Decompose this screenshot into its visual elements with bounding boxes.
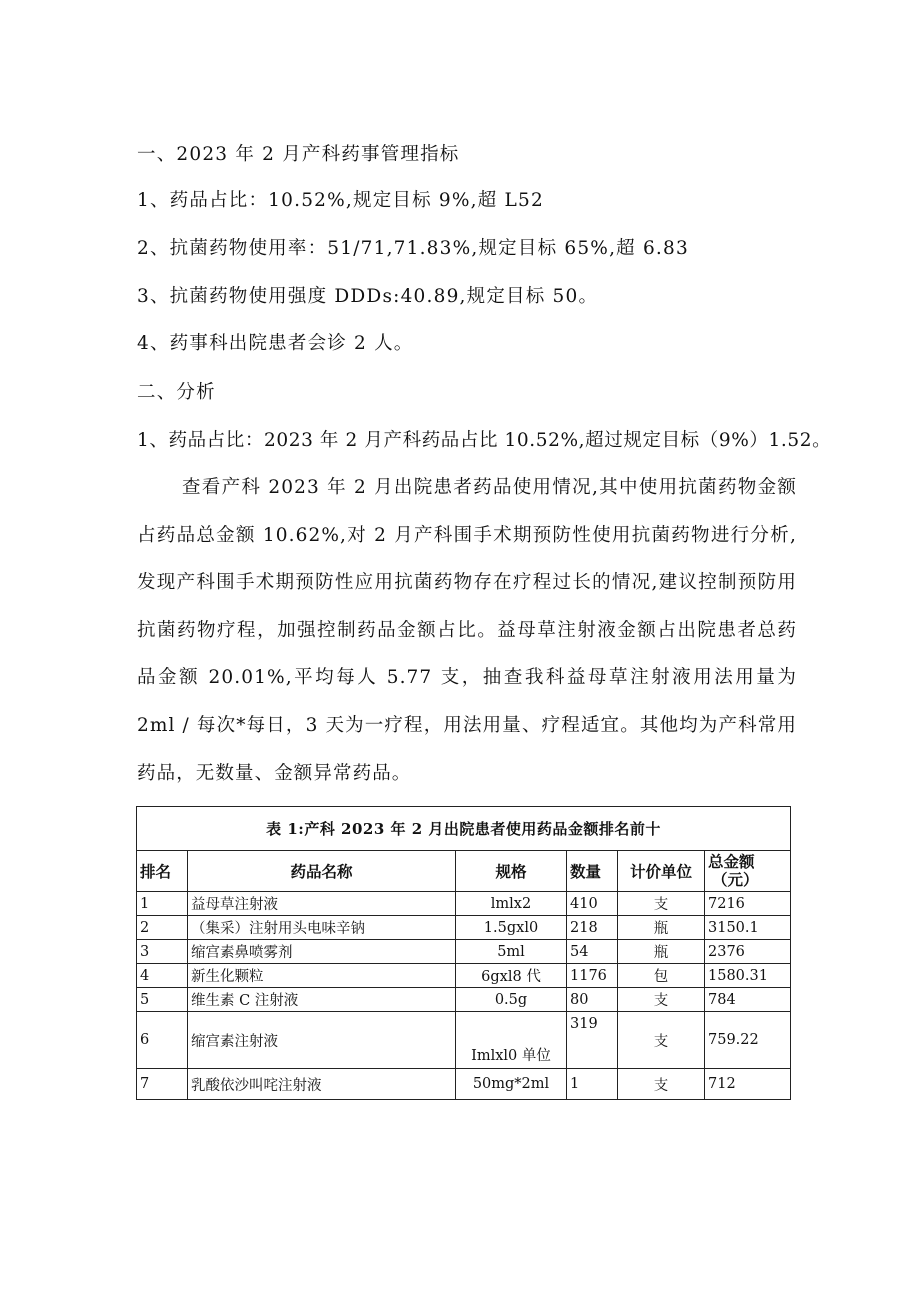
cell-qty: 319: [567, 1012, 618, 1069]
header-qty: 数量: [567, 851, 618, 892]
cell-name: 乳酸依沙叫咤注射液: [188, 1069, 456, 1100]
indicator-drug-ratio: 1、药品占比：10.52%,规定目标 9%,超 L52: [137, 190, 544, 211]
header-unit: 计价单位: [618, 851, 705, 892]
cell-spec: 0.5g: [456, 988, 567, 1012]
header-spec: 规格: [456, 851, 567, 892]
cell-unit: 瓶: [618, 940, 705, 964]
cell-qty: 410: [567, 892, 618, 916]
analysis-item-1: 1、药品占比：2023 年 2 月产科药品占比 10.52%,超过规定目标（9%）1.52。: [137, 430, 832, 451]
header-rank: 排名: [137, 851, 188, 892]
cell-unit: 支: [618, 1012, 705, 1069]
cell-rank: 3: [137, 940, 188, 964]
cell-spec: 6gxl8 代: [456, 964, 567, 988]
table-header-row: [137, 851, 791, 892]
table-row: [137, 916, 791, 940]
cell-amount: 759.22: [705, 1012, 791, 1069]
cell-amount: 2376: [705, 940, 791, 964]
cell-amount: 1580.31: [705, 964, 791, 988]
header-amount-line1: 总金额: [708, 852, 755, 871]
cell-spec: lmlx2: [456, 892, 567, 916]
cell-name: 新生化颗粒: [188, 964, 456, 988]
cell-unit: 包: [618, 964, 705, 988]
cell-amount: 712: [705, 1069, 791, 1100]
cell-name: 缩宫素鼻喷雾剂: [188, 940, 456, 964]
cell-name: （集采）注射用头电味辛钠: [188, 916, 456, 940]
header-name: 药品名称: [188, 851, 456, 892]
indicator-antibiotic-intensity: 3、抗菌药物使用强度 DDDs:40.89,规定目标 50。: [137, 286, 599, 307]
cell-rank: 1: [137, 892, 188, 916]
cell-rank: 2: [137, 916, 188, 940]
section2-heading: 二、分析: [137, 382, 216, 403]
cell-unit: 支: [618, 892, 705, 916]
section1-heading: 一、2023 年 2 月产科药事管理指标: [137, 144, 460, 165]
table-row: [137, 940, 791, 964]
cell-unit: 支: [618, 1069, 705, 1100]
table-row: [137, 1012, 791, 1069]
cell-rank: 6: [137, 1012, 188, 1069]
cell-qty: 80: [567, 988, 618, 1012]
cell-rank: 5: [137, 988, 188, 1012]
cell-spec: Imlxl0 单位: [456, 1012, 567, 1069]
cell-name: 缩宫素注射液: [188, 1012, 456, 1069]
indicator-consultations: 4、药事科出院患者会诊 2 人。: [137, 333, 414, 354]
indicator-antibiotic-usage-rate: 2、抗菌药物使用率：51/71,71.83%,规定目标 65%,超 6.83: [137, 238, 689, 259]
cell-qty: 1176: [567, 964, 618, 988]
analysis-paragraph: 查看产科 2023 年 2 月出院患者药品使用情况,其中使用抗菌药物金额占药品总金额 10.62%,对 2 月产科围手术期预防性使用抗菌药物进行分析,发现产科围手术期预防性应用抗菌药物存在疗程过长的情况,建议控制预防用抗菌药物疗程，加强控制药品金额占比。益母草注射液金额占出院患者总药品金额 20.01%,平均每人 5.77 支，抽查我科益母草注射液用法用量为 2ml / 每次*每日，3 天为一疗程，用法用量、疗程适宜。其他均为产科常用药品，无数量、金额异常药品。: [137, 477, 797, 784]
table-row: [137, 892, 791, 916]
cell-spec: 50mg*2ml: [456, 1069, 567, 1100]
cell-rank: 4: [137, 964, 188, 988]
table-row: [137, 1069, 791, 1100]
cell-qty: 54: [567, 940, 618, 964]
cell-spec: 1.5gxl0: [456, 916, 567, 940]
drug-ranking-table: [136, 806, 791, 1100]
cell-rank: 7: [137, 1069, 188, 1100]
cell-amount: 784: [705, 988, 791, 1012]
header-amount-line2: （元）: [712, 870, 759, 889]
cell-unit: 瓶: [618, 916, 705, 940]
cell-qty: 218: [567, 916, 618, 940]
cell-amount: 3150.1: [705, 916, 791, 940]
cell-unit: 支: [618, 988, 705, 1012]
table-row: [137, 964, 791, 988]
cell-spec: 5ml: [456, 940, 567, 964]
cell-amount: 7216: [705, 892, 791, 916]
header-amount: [705, 851, 791, 892]
cell-name: 益母草注射液: [188, 892, 456, 916]
cell-name: 维生素 C 注射液: [188, 988, 456, 1012]
cell-qty: 1: [567, 1069, 618, 1100]
table-caption: 表 1:产科 2023 年 2 月出院患者使用药品金额排名前十: [137, 807, 791, 851]
table-row: [137, 988, 791, 1012]
